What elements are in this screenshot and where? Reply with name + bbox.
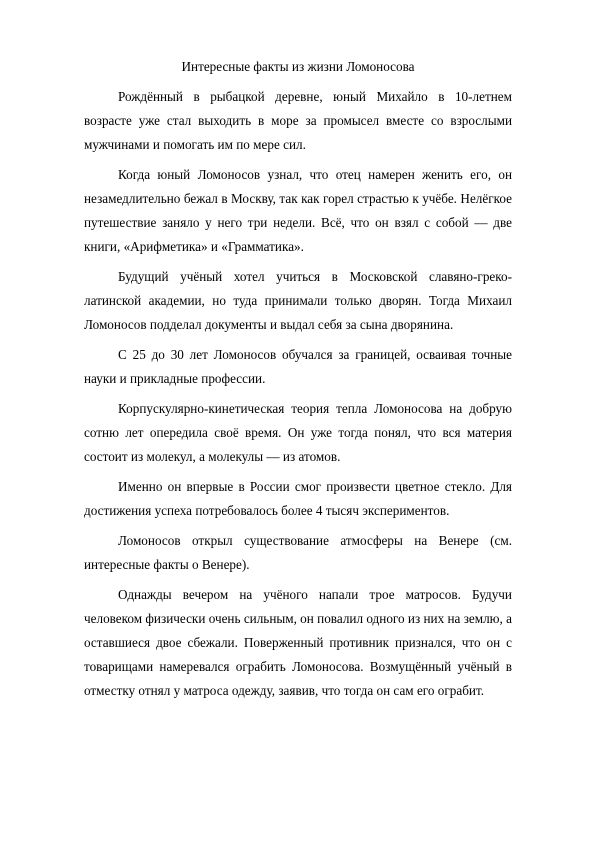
- paragraph-8: Однажды вечером на учёного напали трое матросов. Будучи человеком физически очень сильным, он повалил одного из них на землю, а оставшиеся двое сбежали. Поверженный противник признался, что он с товарищами намеревался ограбить Ломоносова. Возмущённый учёный в отместку отнял у матроса одежду, заявив, что тогда он сам его ограбит.: [84, 587, 512, 698]
- paragraph-4: С 25 до 30 лет Ломоносов обучался за границей, осваивая точные науки и прикладные профессии.: [84, 347, 512, 386]
- paragraph-6: Именно он впервые в России смог произвести цветное стекло. Для достижения успеха потребовалось более 4 тысяч экспериментов.: [84, 479, 512, 518]
- paragraph-2: Когда юный Ломоносов узнал, что отец намерен женить его, он незамедлительно бежал в Москву, так как горел страстью к учёбе. Нелёгкое путешествие заняло у него три недели. Всё, что он взял с собой — две книги, «Арифметика» и «Грамматика».: [84, 167, 512, 254]
- paragraph-1: Рождённый в рыбацкой деревне, юный Михайло в 10-летнем возрасте уже стал выходить в море за промысел вместе со взрослыми мужчинами и помогать им по мере сил.: [84, 89, 512, 152]
- paragraph-5: Корпускулярно-кинетическая теория тепла Ломоносова на добрую сотню лет опередила своё время. Он уже тогда понял, что вся материя состоит из молекул, а молекулы — из атомов.: [84, 401, 512, 464]
- paragraph-3: Будущий учёный хотел учиться в Московской славяно-греко-латинской академии, но туда принимали только дворян. Тогда Михаил Ломоносов подделал документы и выдал себя за сына дворянина.: [84, 269, 512, 332]
- document-page: [84, 57, 512, 709]
- paragraph-7: Ломоносов открыл существование атмосферы на Венере (см. интересные факты о Венере).: [84, 533, 512, 572]
- document-title: Интересные факты из жизни Ломоносова: [181, 59, 415, 74]
